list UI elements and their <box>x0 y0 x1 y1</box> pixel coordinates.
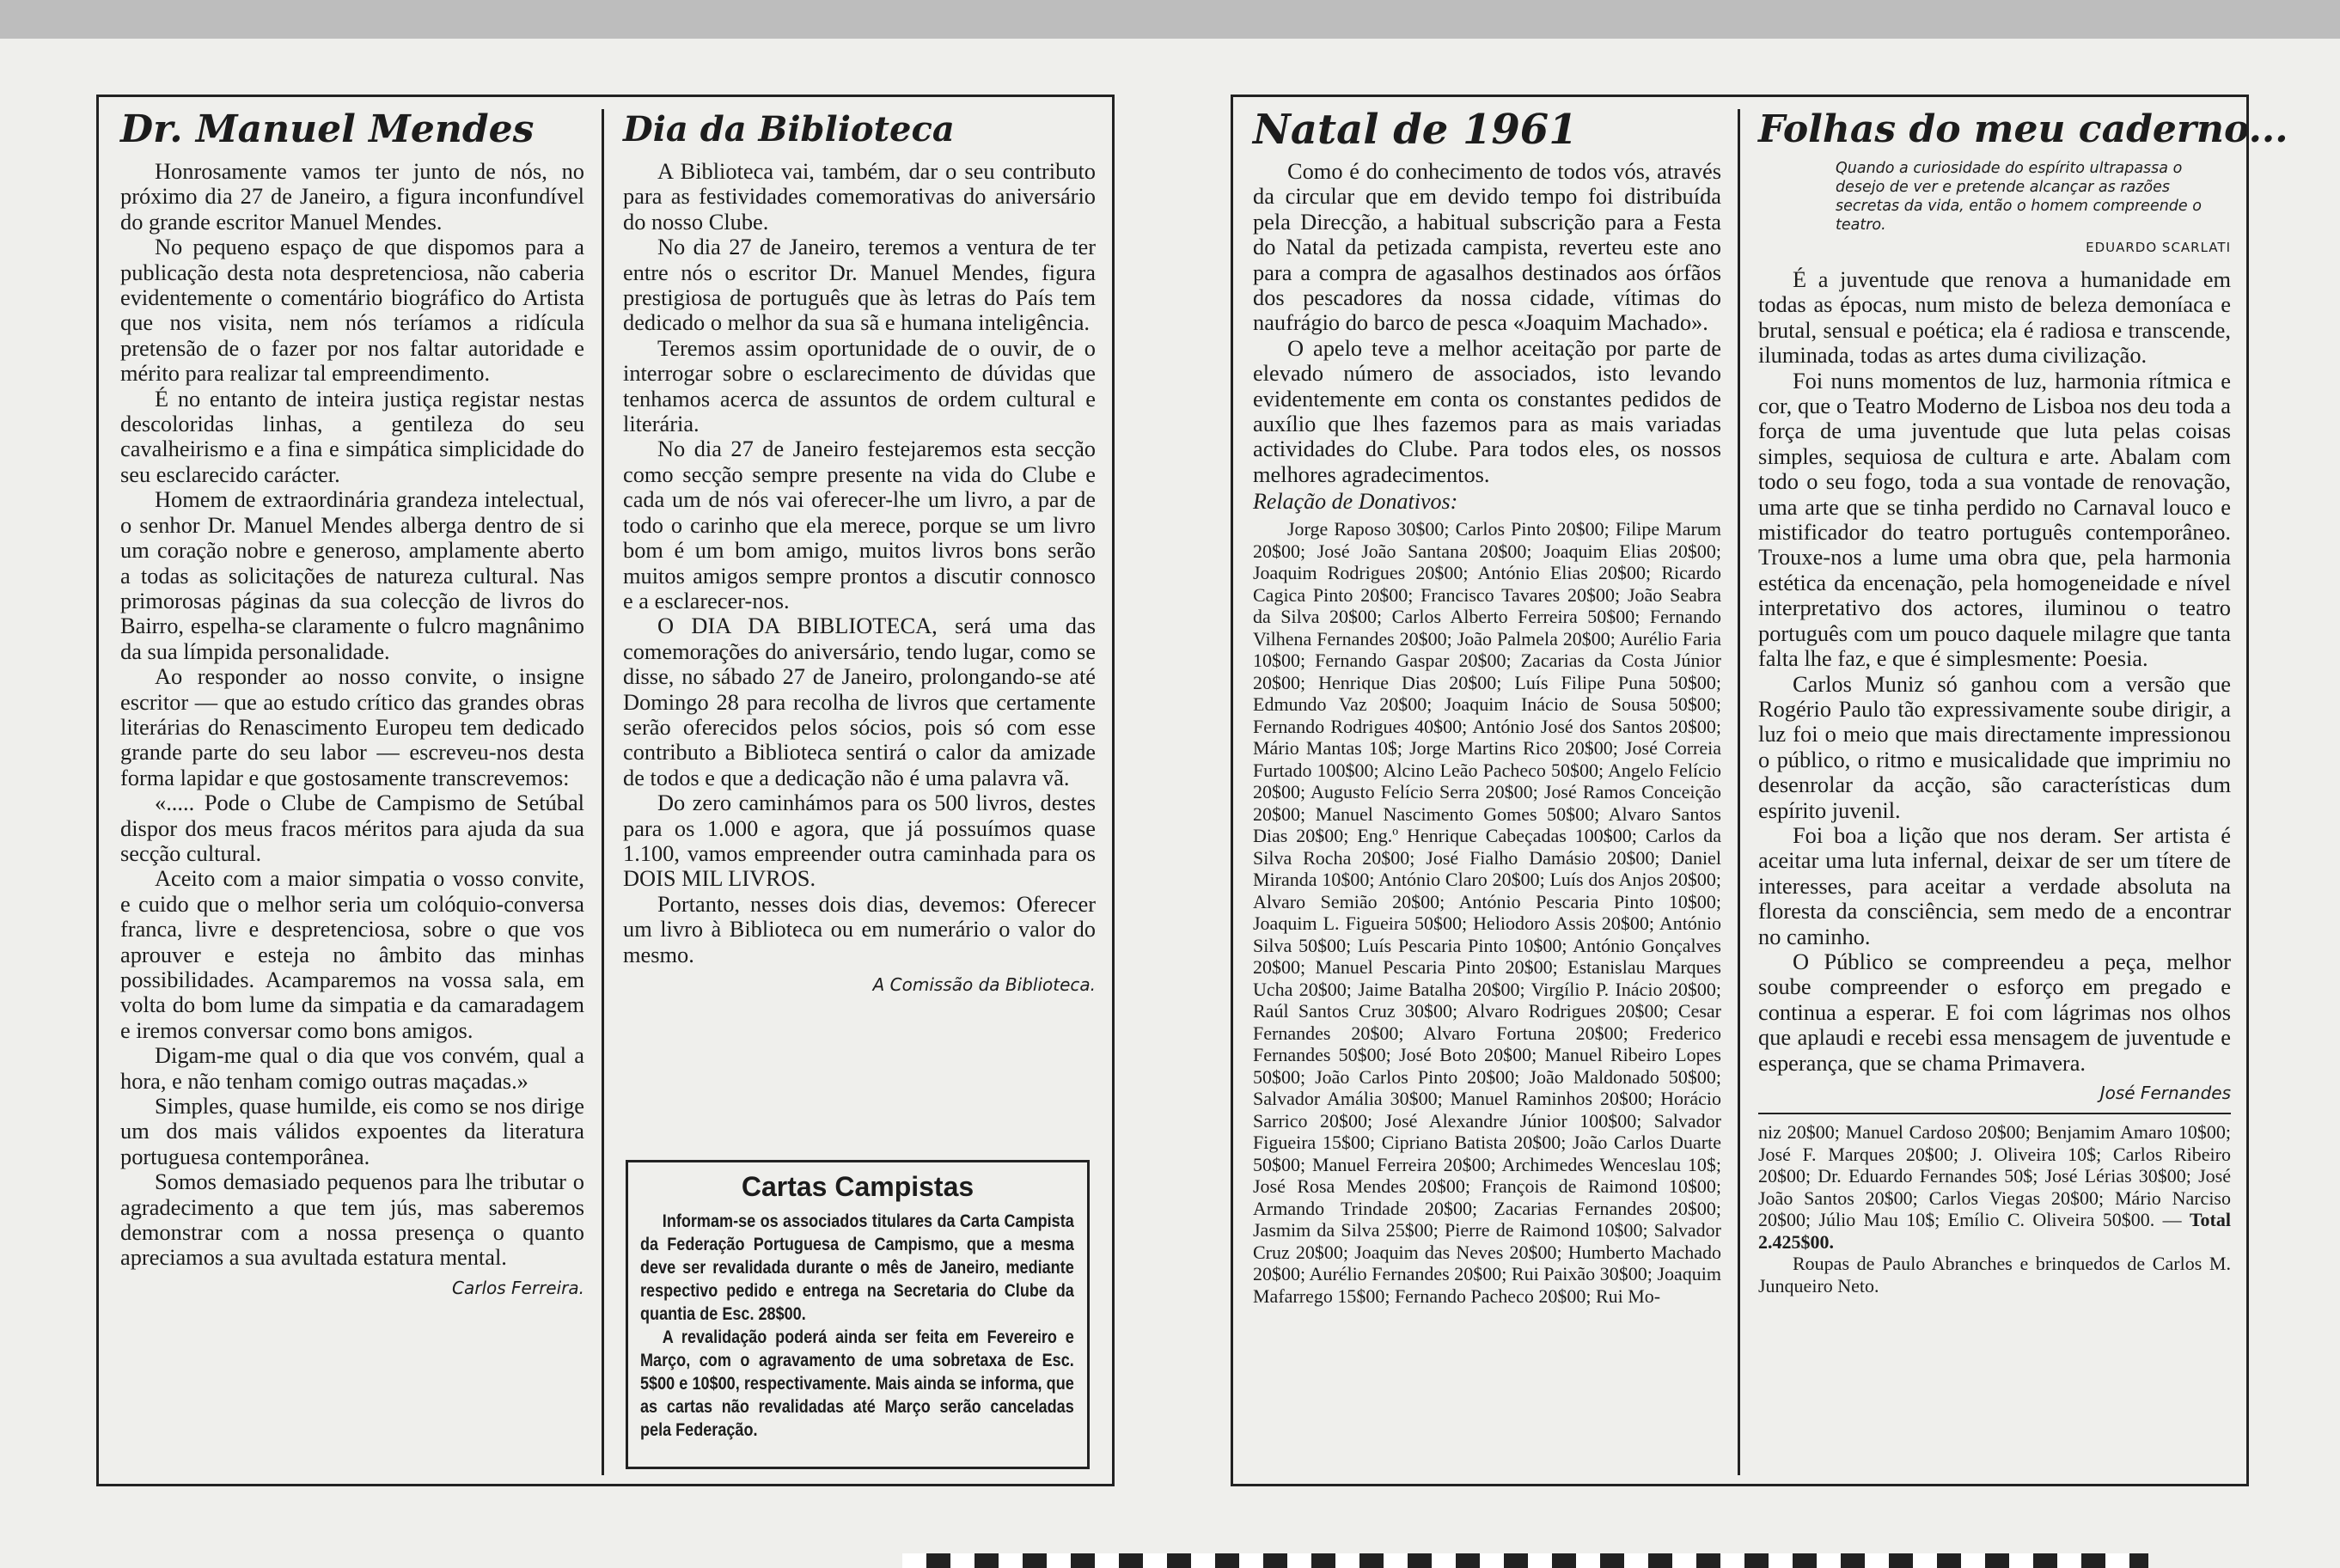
donations-list <box>1253 518 1721 1307</box>
color-calibration-strip <box>902 1553 2148 1568</box>
continuation-paragraph <box>1758 1121 2231 1253</box>
paragraph: Teremos assim oportunidade de o ouvir, de o interrogar sobre o esclarecimento de dúvidas que tenhamos acerca de assuntos de ordem cultural e literária. <box>623 334 1096 437</box>
paragraph: É no entanto de inteira justiça registar nestas descoloridas linhas, a gentileza do seu cavalheirismo e a fina e simpática simplicidade do seu esclarecido carácter. <box>120 385 584 487</box>
donations-total: Total 2.425$00. <box>1758 1209 2231 1253</box>
notice-body <box>640 1210 1074 1442</box>
paragraph: Simples, quase humilde, eis como se nos dirige um dos mais válidos expoentes da literatura portuguesa contemporânea. <box>120 1093 584 1169</box>
paragraph: Foi boa a lição que nos deram. Ser artista é aceitar uma luta infernal, deixar de ser um títere de interesses, para aceitar a verdade absoluta na floresta da consciência, sem medo de a encontrar no caminho. <box>1758 821 2231 949</box>
committee-signature: A Comissão da Biblioteca. <box>872 974 1096 995</box>
left-column-divider <box>602 109 604 1475</box>
paragraph: A revalidação poderá ainda ser feita em Fevereiro e Março, com o agravamento de uma sobretaxa de Esc. 5$00 e 10$00, respectivamente. Mais ainda se informa, que as cartas não revalidadas até Março serão canceladas pela Federação. <box>640 1327 1074 1440</box>
paragraph: No dia 27 de Janeiro festejaremos esta secção como secção sempre presente na vida do Clube e cada um de nós vai oferecer-lhe um livro, a par de todo o carinho que ela merece, porque se um livro bom é um bom amigo, muitos livros bons serão muitos amigos sempre prontos a discutir connosco e a esclarecer-nos. <box>623 436 1096 613</box>
paragraph: Aceito com a maior simpatia o vosso convite, e cuido que o melhor seria um colóquio-conversa franca, livre e despretenciosa, sobre o que vos aprouver e esteja no âmbito das minhas possibilidades. Acamparemos na vossa sala, em volta do bom lume da simpatia e da camaradagem e iremos conversar como bons amigos. <box>120 865 584 1043</box>
author-signature: Carlos Ferreira. <box>452 1277 584 1298</box>
newsletter-sheet <box>0 39 2340 1568</box>
article-title: Folhas do meu caderno... <box>1758 107 2288 151</box>
right-column-divider <box>1738 109 1740 1475</box>
article-body <box>1253 159 1721 487</box>
paragraph: Honrosamente vamos ter junto de nós, no próximo dia 27 de Janeiro, a figura inconfundível do grande escritor Manuel Mendes. <box>120 158 584 235</box>
paragraph: Digam-me qual o dia que vos convém, qual a hora, e não tenham comigo outras maçadas.» <box>120 1042 584 1094</box>
paragraph: Portanto, nesses dois dias, devemos: Oferecer um livro à Biblioteca ou em numerário o valor do mesmo. <box>623 890 1096 967</box>
paragraph: Roupas de Paulo Abranches e brinquedos de Carlos M. Junqueiro Neto. <box>1758 1253 2231 1296</box>
paragraph: O DIA DA BIBLIOTECA, será uma das comemorações do aniversário, tendo lugar, como se disse, no sábado 27 de Janeiro, prolongando-se até Domingo 28 para recolha de livros que certamente serão oferecidos pelos sócios, pois só com esse contributo a Biblioteca sentirá o calor da amizade de todos e que a dedicação não é uma palavra vã. <box>623 613 1096 790</box>
paragraph: No pequeno espaço de que dispomos para a publicação desta nota despretenciosa, não caberia evidentemente o comentário biográfico do Artista que nos visita, nem nós teríamos a ridícula pretensão de o fazer por nos faltar autoridade e mérito para realizar tal empreendimento. <box>120 234 584 387</box>
article-title: Dia da Biblioteca <box>623 109 955 149</box>
epigraph-author: EDUARDO SCARLATI <box>2086 240 2231 255</box>
article-title: Dr. Manuel Mendes <box>120 107 535 151</box>
article-body <box>120 159 584 1301</box>
cartas-campistas-notice <box>626 1160 1090 1469</box>
author-signature: José Fernandes <box>2099 1083 2231 1103</box>
paragraph: Homem de extraordinária grandeza intelectual, o senhor Dr. Manuel Mendes alberga dentro de si um coração nobre e generoso, amplamente aberto a todas as solicitações de natureza cultural. Nas primorosas páginas da sua colecção de livros do Bairro, espelha-se claramente o fulcro magnânimo da sua límpida personalidade. <box>120 486 584 664</box>
paragraph: Foi nuns momentos de luz, harmonia rítmica e cor, que o Teatro Moderno de Lisboa nos deu toda a força de uma juventude que luta pelas coisas simples, sequiosa de cultura e arte. Abalam com todo o seu fogo, toda a sua vontade de renovação, uma arte que se tinha perdido no Carnaval louco e mistificador do teatro português contemporâneo. Trouxe-nos a lume uma obra que, pela harmonia estética da encenação, pela homogeneidade e nível interpretativo dos actores, iluminou o teatro português com um pouco daquele milagre que tanta falta lhe faz, e que é simplesmente: Poesia. <box>1758 367 2231 672</box>
article-dia-da-biblioteca <box>623 107 1096 998</box>
paragraph: Carlos Muniz só ganhou com a versão que Rogério Paulo tão expressivamente soube dirigir, a luz foi o meio que mais directamente impressionou o público, o ritmo e musicalidade que imprimiu no desenrolar da acção, são características dum espírito juvenil. <box>1758 670 2231 823</box>
paragraph: O apelo teve a melhor aceitação por parte de elevado número de associados, isto levando evidentemente em conta os constantes pedidos de auxílio que lhes fazemos para as mais variadas actividades do Clube. Para todos eles, os nossos melhores agradecimentos. <box>1253 334 1721 487</box>
paragraph: Como é do conhecimento de todos vós, através da circular que em devido tempo foi distribuída pela Direcção, a habitual subscrição para a Festa do Natal da petizada campista, reverteu este ano para a compra de agasalhos destinados aos órfãos dos pescadores da nossa cidade, vítimas do naufrágio do barco de pesca «Joaquim Machado». <box>1253 158 1721 336</box>
section-divider <box>1758 1113 2231 1114</box>
article-manuel-mendes <box>120 107 584 1301</box>
paragraph: A Biblioteca vai, também, dar o seu contributo para as festividades comemorativas do aniversário do nosso Clube. <box>623 158 1096 235</box>
article-title: Natal de 1961 <box>1253 106 1578 154</box>
donations-heading: Relação de Donativos: <box>1253 489 1458 515</box>
paragraph: O Público se compreendeu a peça, melhor soube compreender o esforço em pregado e continua a esperar. E foi com lágrimas nos olhos que aplaudi e recebi essa mensagem de juventude e esperança, que se chama Primavera. <box>1758 948 2231 1076</box>
paragraph: Do zero caminhámos para os 500 livros, destes para os 1.000 e agora, que já possuímos quase 1.100, vamos empreender outra caminhada para os DOIS MIL LIVROS. <box>623 790 1096 892</box>
donations-continuation-text: niz 20$00; Manuel Cardoso 20$00; Benjamim Amaro 10$00; José F. Marques 20$00; J. Oliveira 10$; Carlos Ribeiro 20$00; Dr. Eduardo Fernandes 50$; José Lérias 30$00; José João Santos 20$00; Carlos Viegas 20$00; Mário Narciso 20$00; Júlio Mau 10$; Emílio C. Oliveira 50$00. — <box>1758 1121 2231 1231</box>
article-folhas-do-meu-caderno <box>1758 107 2288 1296</box>
donations-text: Jorge Raposo 30$00; Carlos Pinto 20$00; Filipe Marum 20$00; José João Santana 20$00; Joaquim Elias 20$00; Joaquim Rodrigues 20$00; António Elias 20$00; Ricardo Cagica Pinto 20$00; Francisco Tavares 20$00; João Seabra da Silva 20$00; Carlos Alberto Ferreira 50$00; Fernando Vilhena Fernandes 20$00; João Palmela 20$00; Aurélio Faria 10$00; Fernando Gaspar 20$00; Zacarias da Costa Júnior 20$00; Henrique Dias 20$00; Luís Filipe Puna 50$00; Edmundo Vaz 20$00; Joaquim Inácio de Sousa 50$00; Fernando Rodrigues 40$00; António José dos Santos 20$00; Mário Mantas 10$; Jorge Martins Rico 20$00; José Correia Furtado 100$00; Alcino Leão Pacheco 50$00; Angelo Felício 20$00; Augusto Felício Serra 20$00; José Ramos Conceição 20$00; Manuel Nascimento Gomes 50$00; Alvaro Santos Dias 20$00; Eng.º Henrique Cabeçadas 100$00; Carlos da Silva Rocha 20$00; José Fialho Damásio 20$00; Daniel Miranda 10$00; António Claro 20$00; Luís dos Anjos 20$00; Alvaro Semião 20$00; António Pescaria Pinto 10$00; Joaquim L. Figueira 50$00; Heliodoro Assis 20$00; António Silva 50$00; Luís Pescaria Pinto 10$00; António Gonçalves 20$00; Manuel Pescaria Pinto 20$00; Estanislau Marques Ucha 20$00; Jaime Batalha 20$00; Virgílio P. Inácio 20$00; Raúl Santos Cruz 30$00; Alvaro Rodrigues 20$00; Cesar Fernandes 20$00; Alvaro Fortuna 20$00; Frederico Fernandes 50$00; José Boto 20$00; Manuel Ribeiro Lopes 50$00; João Carlos Pinto 20$00; João Maldonado 50$00; Salvador Amália 30$00; Manuel Raminhos 20$00; Horácio Sarrico 20$00; José Alexandre Júnior 100$00; Salvador Figueira 15$00; Cipriano Batista 20$00; João Carlos Duarte 50$00; Manuel Ferreira 20$00; Archimedes Wenceslau 10$; José Rosa Mendes 20$00; François de Raimond 10$00; Armando Trindade 20$00; Zacarias Fernandes 20$00; Jasmim da Silva 25$00; Pierre de Raimond 10$00; Salvador Cruz 20$00; Joaquim das Neves 20$00; Humberto Machado 20$00; Aurélio Fernandes 20$00; Rui Paixão 30$00; Joaquim Mafarrego 15$00; Fernando Pacheco 20$00; Rui Mo- <box>1253 518 1721 1307</box>
article-natal-1961 <box>1253 107 1721 1307</box>
paragraph: «..... Pode o Clube de Campismo de Setúbal dispor dos meus fracos méritos para ajuda da sua secção cultural. <box>120 790 584 866</box>
paragraph: Somos demasiado pequenos para lhe tributar o agradecimento a que tem jús, mas saberemos demonstrar com a nossa presença o quanto apreciamos a sua avultada estatura mental. <box>120 1168 584 1271</box>
donations-continuation <box>1758 1121 2231 1296</box>
paragraph: Informam-se os associados titulares da Carta Campista da Federação Portuguesa de Campismo, que a mesma deve ser revalidada durante o mês de Janeiro, mediante respectivo pedido e entrega na Secretaria do Clube da quantia de Esc. 28$00. <box>640 1211 1074 1324</box>
article-body <box>1758 267 2231 1106</box>
paragraph: No dia 27 de Janeiro, teremos a ventura de ter entre nós o escritor Dr. Manuel Mendes, figura prestigiosa de português que às letras do País tem dedicado o melhor da sua sã e humana inteligência. <box>623 234 1096 336</box>
notice-title: Cartas Campistas <box>741 1171 974 1202</box>
epigraph-quote: Quando a curiosidade do espírito ultrapassa o desejo de ver e pretende alcançar as razões secretas da vida, então o homem compreende o teatro. <box>1836 160 2202 234</box>
paragraph: Ao responder ao nosso convite, o insigne escritor — que ao estudo crítico das grandes obras literárias do Renascimento Europeu tem dedicado grande parte do seu labor — escreveu-nos desta forma lapidar e que gostosamente transcrevemos: <box>120 663 584 790</box>
paragraph: É a juventude que renova a humanidade em todas as épocas, num misto de beleza demoníaca e brutal, sensual e poética; ela é radiosa e transcende, iluminada, todas as artes duma civilização. <box>1758 266 2231 369</box>
article-body <box>623 159 1096 998</box>
